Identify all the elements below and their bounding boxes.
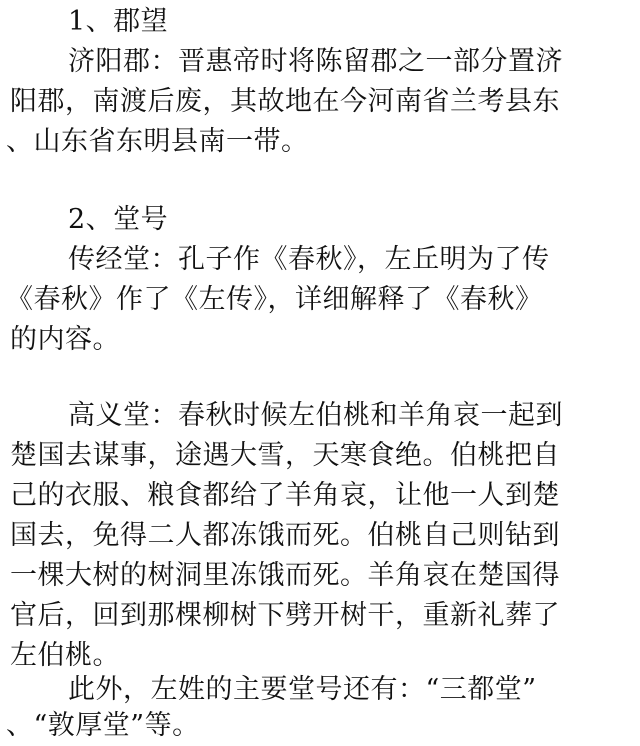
gaoyi-paragraph-line-3: 己的衣服、粮食都给了羊角哀，让他一人到楚 xyxy=(10,480,560,511)
section-2-heading: 2、堂号 xyxy=(68,204,169,235)
chuanjing-paragraph-line-2: 《春秋》作了《左传》，详细解释了《春秋》 xyxy=(6,284,543,315)
jiyang-paragraph-line-2: 阳郡，南渡后废，其故地在今河南省兰考县东 xyxy=(10,86,560,117)
gaoyi-paragraph-line-1: 高义堂：春秋时候左伯桃和羊角哀一起到 xyxy=(68,400,563,431)
gaoyi-paragraph-line-5: 一棵大树的树洞里冻饿而死。羊角哀在楚国得 xyxy=(10,560,560,591)
chuanjing-paragraph-line-3: 的内容。 xyxy=(10,324,120,355)
gaoyi-paragraph-line-6: 官后，回到那棵柳树下劈开树干，重新礼葬了 xyxy=(10,600,560,631)
gaoyi-paragraph-line-7: 左伯桃。 xyxy=(10,640,120,671)
other-halls-paragraph-line-2: 、“敦厚堂”等。 xyxy=(6,710,200,741)
jiyang-paragraph-line-3: 、山东省东明县南一带。 xyxy=(6,126,309,157)
other-halls-paragraph-line-1: 此外，左姓的主要堂号还有：“三都堂” xyxy=(68,674,537,705)
gaoyi-paragraph-line-2: 楚国去谋事，途遇大雪，天寒食绝。伯桃把自 xyxy=(10,440,560,471)
jiyang-paragraph-line-1: 济阳郡：晋惠帝时将陈留郡之一部分置济 xyxy=(68,46,563,77)
section-1-heading: 1、郡望 xyxy=(68,6,169,37)
chuanjing-paragraph-line-1: 传经堂：孔子作《春秋》，左丘明为了传 xyxy=(68,244,550,275)
gaoyi-paragraph-line-4: 国去，免得二人都冻饿而死。伯桃自己则钻到 xyxy=(10,520,560,551)
